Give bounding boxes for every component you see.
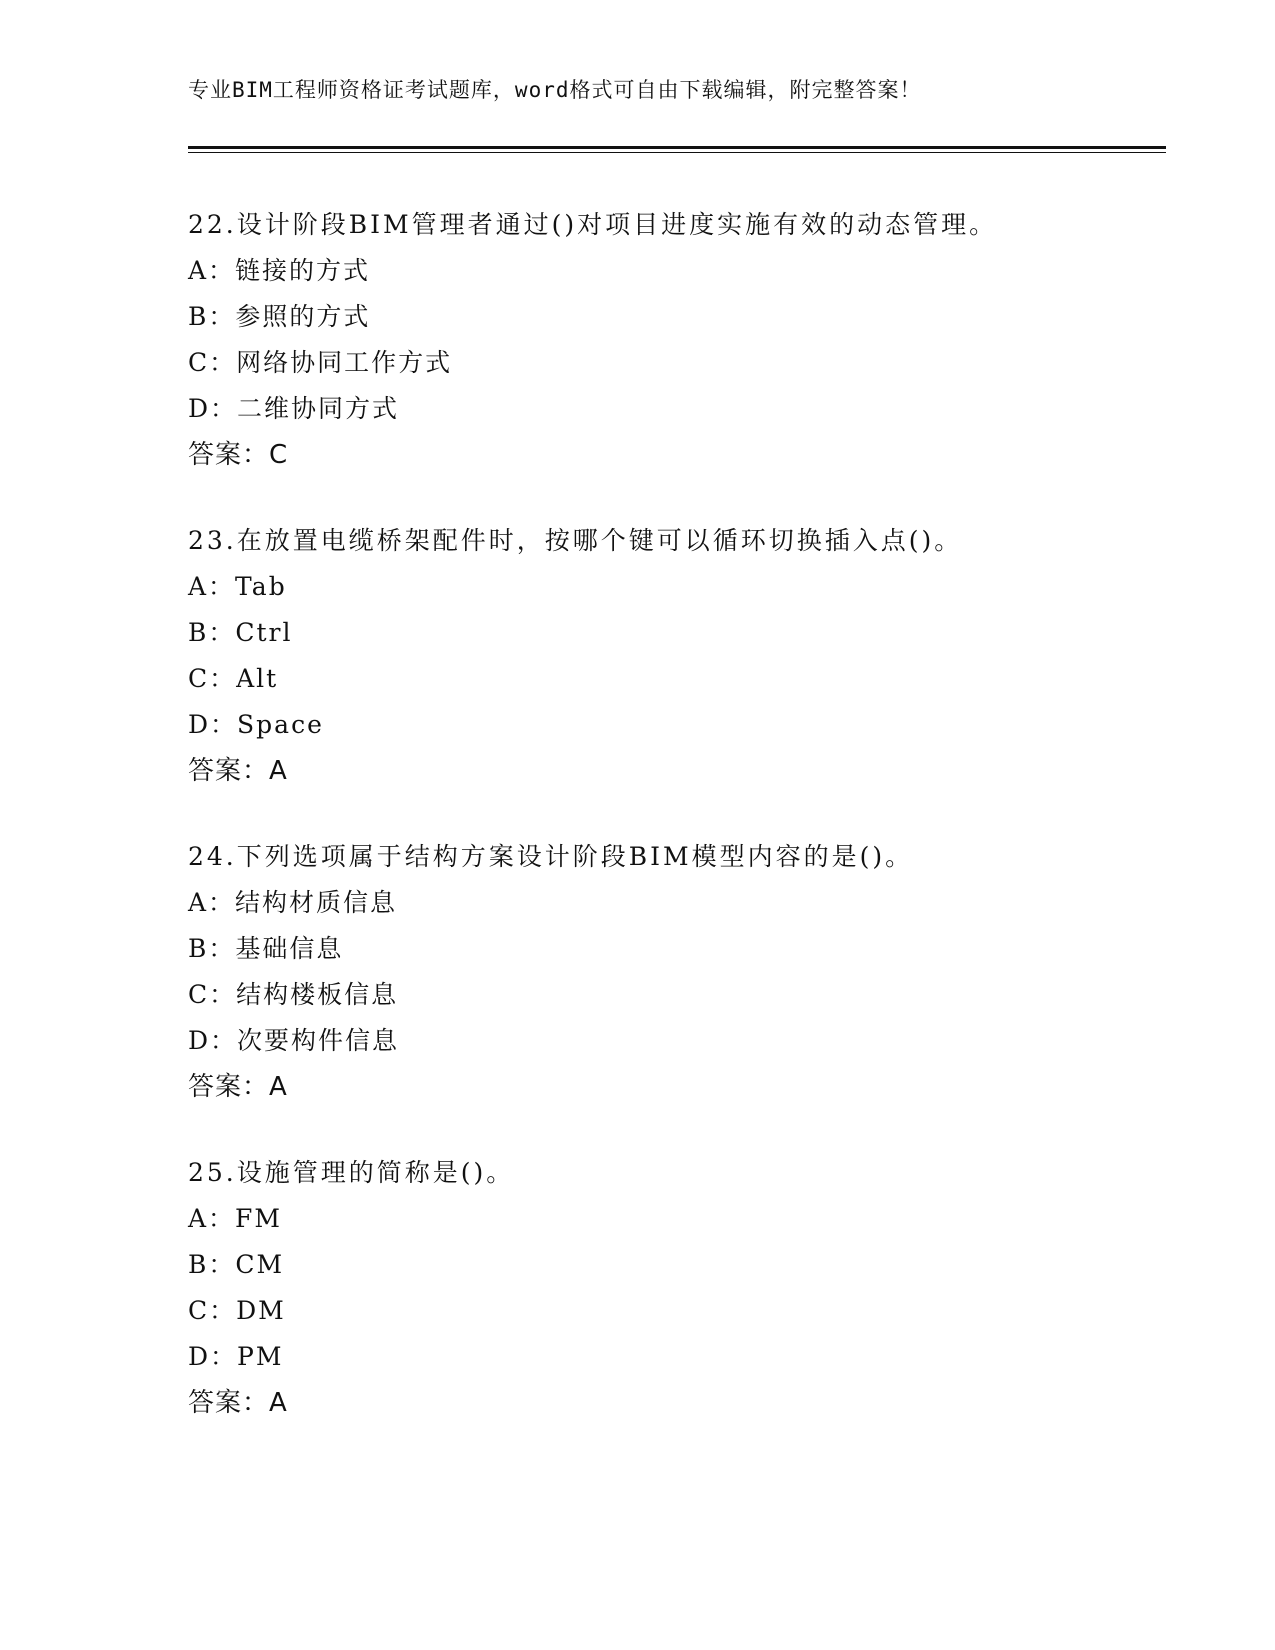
option-a: A：FM [188, 1204, 282, 1233]
answer: 答案：A [188, 1072, 288, 1102]
option-c: C：Alt [188, 664, 279, 693]
option-d: D：PM [188, 1342, 284, 1371]
option-d: D：Space [188, 710, 324, 739]
option-c: C：DM [188, 1296, 286, 1325]
header-rule-thin [188, 152, 1166, 153]
question-23 [188, 518, 1166, 794]
question-list [188, 202, 1166, 1466]
header-rule-thick [188, 146, 1166, 149]
answer: 答案：A [188, 1388, 288, 1418]
option-d: D：次要构件信息 [188, 1026, 400, 1055]
option-b: B：CM [188, 1250, 285, 1279]
option-b: B：参照的方式 [188, 302, 371, 331]
option-c: C：网络协同工作方式 [188, 348, 453, 377]
page-header: 专业BIM工程师资格证考试题库，word格式可自由下载编辑，附完整答案！ [188, 78, 922, 102]
question-stem: 22.设计阶段BIM管理者通过()对项目进度实施有效的动态管理。 [188, 210, 998, 239]
question-stem: 25.设施管理的简称是()。 [188, 1158, 515, 1187]
question-25 [188, 1150, 1166, 1426]
question-22 [188, 202, 1166, 478]
option-a: A：结构材质信息 [188, 888, 398, 917]
option-d: D：二维协同方式 [188, 394, 400, 423]
question-stem: 23.在放置电缆桥架配件时，按哪个键可以循环切换插入点()。 [188, 526, 963, 555]
answer: 答案：C [188, 440, 289, 470]
option-b: B：基础信息 [188, 934, 344, 963]
question-stem: 24.下列选项属于结构方案设计阶段BIM模型内容的是()。 [188, 842, 914, 871]
option-a: A：Tab [188, 572, 287, 601]
option-b: B：Ctrl [188, 618, 293, 647]
question-24 [188, 834, 1166, 1110]
answer: 答案：A [188, 756, 288, 786]
option-a: A：链接的方式 [188, 256, 371, 285]
option-c: C：结构楼板信息 [188, 980, 399, 1009]
